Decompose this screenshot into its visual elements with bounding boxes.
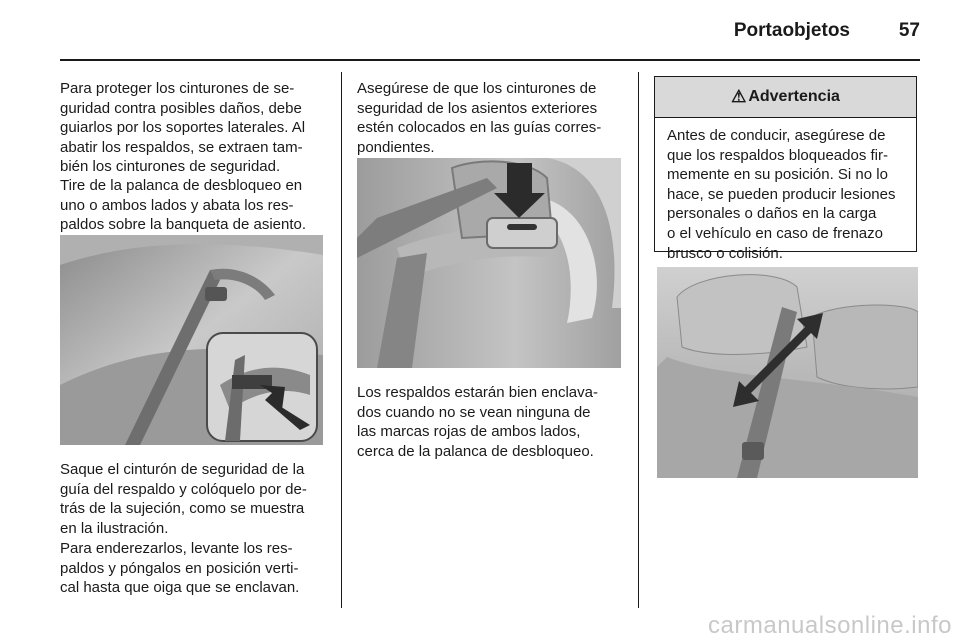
col2-paragraph-1: Asegúrese de que los cinturones de seguridad de los asientos exteriores estén colocados en las guías corres- pondientes. [357, 80, 602, 156]
watermark: carmanualsonline.info [708, 612, 952, 639]
column-divider-2 [638, 72, 639, 608]
figure-seatbelt-rear-headrests [657, 267, 918, 478]
page-number: 57 [898, 20, 920, 41]
col2-paragraph-2: Los respaldos estarán bien enclava- dos cuando no se vean ninguna de las marcas rojas de ambos lados, cerca de la palanca de desbloqueo. [357, 384, 598, 460]
header-rule [60, 59, 920, 61]
figure-seatbelt-guide-closeup [60, 235, 323, 445]
col1-paragraph-4: Para enderezarlos, levante los res- paldos y póngalos en posición verti- cal hasta que oiga que se enclavan. [60, 540, 300, 597]
header-title: Portaobjetos [733, 20, 850, 41]
warning-body: Antes de conducir, asegúrese de que los respaldos bloqueados fir- memente en su posición. Si no lo hace, se pueden producir lesiones personales o daños en la carga o el vehículo en caso de frenazo brusco o colisión. [667, 127, 896, 262]
column-divider-1 [341, 72, 342, 608]
figure-seatbelt-guide-marked [357, 158, 621, 368]
col1-paragraph-3: Saque el cinturón de seguridad de la guía del respaldo y colóquelo por de- trás de la sujeción, como se muestra en la ilustración. [60, 461, 307, 537]
warning-box [654, 76, 917, 262]
warning-header [655, 77, 916, 118]
col1-paragraph-1: Para proteger los cinturones de se- guridad contra posibles daños, debe guiarlos por los soportes laterales. Al abatir los respaldos, se extraen tam- bién los cinturones de seguridad. [60, 80, 306, 176]
warning-title: Advertencia [748, 88, 840, 105]
col1-paragraph-2: Tire de la palanca de desbloqueo en uno o ambos lados y abata los res- paldos sobre la banqueta de asiento. [60, 177, 307, 234]
warning-triangle-icon: ⚠ [731, 87, 747, 106]
